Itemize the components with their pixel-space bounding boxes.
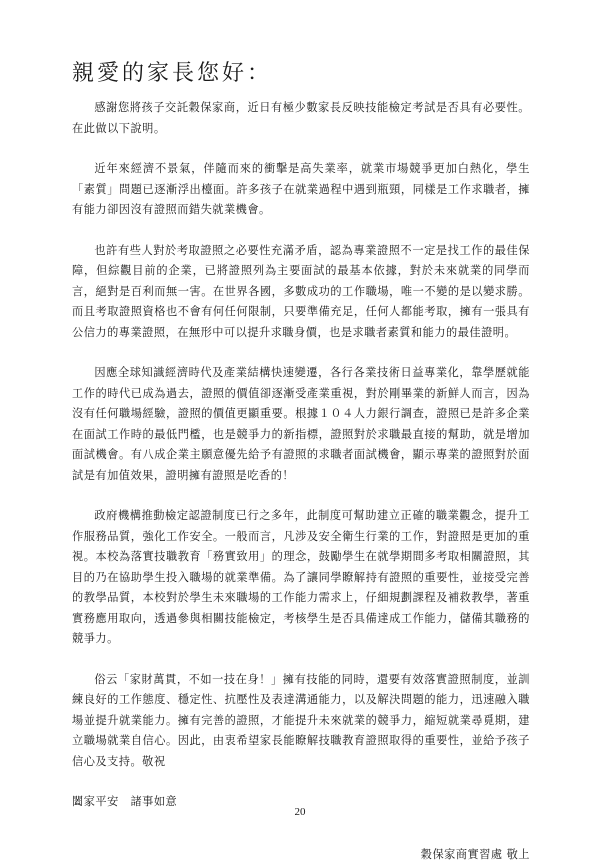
paragraph-government-policy: 政府機構推動檢定認證制度已行之多年，此制度可幫助建立正確的職業觀念，提升工作服務品質，強化工作安全。一般而言，凡涉及安全衛生行業的工作，對證照是更加的重視。本校為落實技職教育「務實致用」的理念，鼓勵學生在就學期間多考取相關證照，其目的乃在協助學生投入職場的就業準備。為了讓同學瞭解持有證照的重要性，並接受完善的教學品質，本校對於學生未來職場的工作能力需求上，仔細規劃課程及補救教學，著重實務應用取向，透過參與相關技能檢定，考核學生是否具備達成工作能力，儲備其職務的競爭力。 bbox=[72, 506, 530, 650]
page-number: 20 bbox=[0, 806, 600, 818]
paragraph-certificate-necessity: 也許有些人對於考取證照之必要性充滿矛盾，認為專業證照不一定是找工作的最佳保障，但綜觀目前的企業，已將證照列為主要面試的最基本依據，對於未來就業的同學而言，絕對是百利而無一害。在世界各國，多數成功的工作職場，唯一不變的是以變求勝。而且考取證照資格也不會有何任何限制，只要準備充足，任何人都能考取，擁有一張具有公信力的專業證照，在無形中可以提升求職身價，也是求職者素質和能力的最佳證明。 bbox=[72, 241, 530, 344]
letter-body bbox=[72, 98, 530, 865]
closing-blessing: 闔家平安 諸事如意 bbox=[72, 792, 530, 813]
paragraph-industry-change: 因應全球知識經濟時代及產業結構快速變遷，各行各業技術日益專業化，靠學歷就能工作的時代已成為過去，證照的價值卻逐漸受產業重視，對於剛畢業的新鮮人而言，因為沒有任何職場經驗，證照的價值更顯重要。根據１０４人力銀行調查，證照已是許多企業在面試工作時的最低門檻，也是競爭力的新指標，證照對於求職最直接的幫助，就是增加面試機會。有八成企業主願意優先給予有證照的求職者面試機會，顯示專業的證照對於面試是有加值效果，證明擁有證照是吃香的！ bbox=[72, 363, 530, 486]
paragraph-economy: 近年來經濟不景氣，伴隨而來的衝擊是高失業率，就業市場競爭更加白熱化，學生「素質」問題已逐漸浮出檯面。許多孩子在就業過程中遇到瓶頸，同樣是工作求職者，擁有能力卻因沒有證照而錯失就業機會。 bbox=[72, 159, 530, 221]
letter-title: 親愛的家長您好： bbox=[72, 56, 272, 87]
signature: 穀保家商實習處 敬上 bbox=[72, 845, 530, 865]
paragraph-conclusion: 俗云「家財萬貫，不如一技在身！」擁有技能的同時，還要有效落實證照制度，並訓練良好的工作態度、穩定性、抗壓性及表達溝通能力，以及解決問題的能力，迅速融入職場並提升就業能力。擁有完善的證照，才能提升未來就業的競爭力，縮短就業尋覓期，建立職場就業自信心。因此，由衷希望家長能瞭解技職教育證照取得的重要性，並給予孩子信心及支持。敬祝 bbox=[72, 670, 530, 773]
paragraph-intro: 感謝您將孩子交託穀保家商，近日有極少數家長反映技能檢定考試是否具有必要性。在此做以下說明。 bbox=[72, 98, 530, 139]
